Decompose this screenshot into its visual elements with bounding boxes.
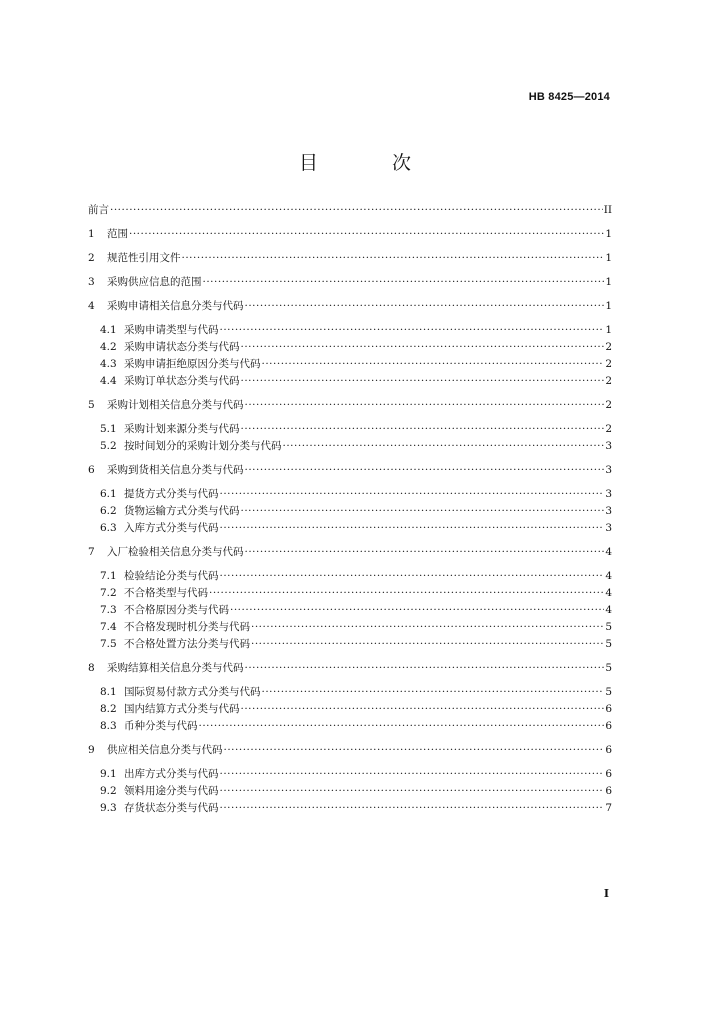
toc-entry-label: 不合格原因分类与代码 [124, 604, 229, 616]
toc-entry-page: 1 [605, 300, 612, 312]
spacer [88, 267, 612, 274]
page-number: I [603, 887, 609, 900]
dot-leader [251, 636, 604, 653]
dot-leader [220, 783, 605, 800]
toc-entry-label: 存货状态分类与代码 [124, 802, 219, 814]
toc-subentry-7-3[interactable] [88, 602, 612, 619]
spacer [88, 735, 612, 742]
toc-entry-number: 4.1 [100, 324, 117, 336]
toc-entry-5[interactable] [88, 397, 612, 414]
dot-leader [230, 602, 604, 619]
toc-entry-number: 9.3 [100, 802, 117, 814]
toc-entry-6[interactable] [88, 462, 612, 479]
toc-entry-8[interactable] [88, 660, 612, 677]
toc-entry-number: 9.2 [100, 785, 117, 797]
toc-entry-number: 7.2 [100, 587, 117, 599]
toc-entry-page: 2 [605, 375, 612, 387]
toc-entry-label: 采购申请相关信息分类与代码 [107, 300, 244, 312]
dot-leader [220, 520, 605, 537]
dot-leader [129, 226, 604, 243]
dot-leader [245, 462, 605, 479]
toc-subentry-7-2[interactable] [88, 585, 612, 602]
toc-entry-page: 5 [605, 662, 612, 674]
toc-entry-label: 采购申请状态分类与代码 [124, 341, 240, 353]
toc-entry-page: 7 [605, 802, 612, 814]
spacer [88, 390, 612, 397]
spacer [88, 414, 612, 421]
dot-leader [220, 486, 605, 503]
standard-code: HB 8425—2014 [528, 91, 610, 103]
toc-entry-page: 5 [605, 686, 612, 698]
toc-entry-page: 3 [605, 440, 612, 452]
toc-entry-page: 5 [605, 638, 612, 650]
toc-entry-page: 2 [605, 358, 612, 370]
toc-entry-7[interactable] [88, 544, 612, 561]
toc-subentry-6-1[interactable] [88, 486, 612, 503]
toc-entry-page: 6 [605, 768, 612, 780]
toc-entry-number: 4.2 [100, 341, 117, 353]
toc-entry-number: 1 [88, 228, 95, 240]
toc-entry-label: 入厂检验相关信息分类与代码 [107, 546, 244, 558]
toc-entry-page: 1 [605, 228, 612, 240]
toc-entry-number: 9 [88, 744, 95, 756]
dot-leader [251, 619, 604, 636]
toc-entry-label: 不合格发现时机分类与代码 [124, 621, 250, 633]
dot-leader [245, 298, 605, 315]
toc-entry-label: 前言 [88, 204, 109, 216]
toc-entry-number: 8.3 [100, 720, 117, 732]
toc-entry-number: 6.1 [100, 488, 117, 500]
toc-entry-label: 采购订单状态分类与代码 [124, 375, 240, 387]
toc-entry-label: 不合格类型与代码 [124, 587, 208, 599]
toc-entry-label: 采购结算相关信息分类与代码 [107, 662, 244, 674]
toc-entry-2[interactable] [88, 250, 612, 267]
spacer [88, 219, 612, 226]
toc-entry-label: 采购计划相关信息分类与代码 [107, 399, 244, 411]
toc-entry-page: 5 [605, 621, 612, 633]
toc-entry-number: 5 [88, 399, 95, 411]
toc-entry-label: 采购计划来源分类与代码 [124, 423, 240, 435]
toc-entry-page: 2 [605, 399, 612, 411]
toc-subentry-9-2[interactable] [88, 783, 612, 800]
toc-entry-label: 领料用途分类与代码 [124, 785, 219, 797]
dot-leader [241, 339, 605, 356]
toc-entry-number: 6.3 [100, 522, 117, 534]
toc-entry-label: 采购申请拒绝原因分类与代码 [124, 358, 261, 370]
spacer [88, 561, 612, 568]
toc-entry-page: 6 [605, 703, 612, 715]
toc-subentry-7-5[interactable] [88, 636, 612, 653]
toc-sections [88, 226, 612, 824]
dot-leader [245, 397, 605, 414]
toc-entry-3[interactable] [88, 274, 612, 291]
toc-entry-number: 4 [88, 300, 95, 312]
spacer [88, 537, 612, 544]
toc-subentry-7-4[interactable] [88, 619, 612, 636]
toc-subentry-9-3[interactable] [88, 800, 612, 817]
dot-leader [209, 585, 604, 602]
toc-entry-label: 采购申请类型与代码 [124, 324, 219, 336]
toc-entry-label: 提货方式分类与代码 [124, 488, 219, 500]
toc-entry-number: 7.3 [100, 604, 117, 616]
toc-entry-page: 2 [605, 423, 612, 435]
toc-entry-label: 国内结算方式分类与代码 [124, 703, 240, 715]
dot-leader [245, 660, 605, 677]
dot-leader [262, 684, 605, 701]
toc-subentry-4-2[interactable] [88, 339, 612, 356]
dot-leader [220, 766, 605, 783]
toc-subentry-6-3[interactable] [88, 520, 612, 537]
dot-leader [224, 742, 605, 759]
toc-subentry-7-1[interactable] [88, 568, 612, 585]
toc-entry-number: 9.1 [100, 768, 117, 780]
spacer [88, 479, 612, 486]
dot-leader [245, 544, 605, 561]
toc-entry-number: 8 [88, 662, 95, 674]
spacer [88, 677, 612, 684]
toc-entry-number: 8.2 [100, 703, 117, 715]
toc-entry-number: 3 [88, 276, 95, 288]
spacer [88, 243, 612, 250]
toc-entry-page: 1 [605, 252, 612, 264]
spacer [88, 653, 612, 660]
toc-entry-page: 6 [605, 744, 612, 756]
toc-entry-number: 7.5 [100, 638, 117, 650]
spacer [88, 817, 612, 824]
dot-leader [220, 800, 605, 817]
page-title: 目 次 [298, 152, 446, 174]
toc-entry-label: 范围 [107, 228, 128, 240]
dot-leader [182, 250, 605, 267]
toc-entry-page: 6 [605, 720, 612, 732]
toc-entry-number: 6 [88, 464, 95, 476]
toc-subentry-4-4[interactable] [88, 373, 612, 390]
toc-entry-page: 2 [605, 341, 612, 353]
toc-subentry-9-1[interactable] [88, 766, 612, 783]
toc-entry-number: 8.1 [100, 686, 117, 698]
toc-entry-page: 3 [605, 488, 612, 500]
toc-entry-page: 3 [605, 505, 612, 517]
toc-entry-label: 出库方式分类与代码 [124, 768, 219, 780]
toc-entry-9[interactable] [88, 742, 612, 759]
toc-entry-number: 5.2 [100, 440, 117, 452]
toc-entry-label: 采购到货相关信息分类与代码 [107, 464, 244, 476]
dot-leader [241, 421, 605, 438]
table-of-contents [88, 202, 612, 824]
toc-entry-page: 1 [605, 276, 612, 288]
toc-entry-page: II [603, 204, 612, 216]
toc-entry-page: 4 [605, 587, 612, 599]
toc-entry-page: 4 [605, 546, 612, 558]
toc-subentry-5-1[interactable] [88, 421, 612, 438]
dot-leader [220, 322, 605, 339]
toc-subentry-4-3[interactable] [88, 356, 612, 373]
toc-entry-number: 2 [88, 252, 95, 264]
toc-subentry-8-1[interactable] [88, 684, 612, 701]
toc-subentry-4-1[interactable] [88, 322, 612, 339]
toc-entry-label: 检验结论分类与代码 [124, 570, 219, 582]
toc-entry-number: 7 [88, 546, 95, 558]
toc-subentry-5-2[interactable] [88, 438, 612, 455]
toc-entry-number: 5.1 [100, 423, 117, 435]
toc-entry-number: 4.3 [100, 358, 117, 370]
toc-entry-label: 入库方式分类与代码 [124, 522, 219, 534]
toc-entry-page: 3 [605, 464, 612, 476]
toc-entry-label: 采购供应信息的范围 [107, 276, 202, 288]
toc-entry-number: 7.1 [100, 570, 117, 582]
dot-leader [110, 202, 603, 219]
dot-leader [203, 274, 605, 291]
dot-leader [241, 701, 605, 718]
toc-entry-page: 6 [605, 785, 612, 797]
spacer [88, 315, 612, 322]
toc-entry-page: 4 [605, 604, 612, 616]
toc-entry-label: 按时间划分的采购计划分类与代码 [124, 440, 282, 452]
toc-entry-label: 币种分类与代码 [124, 720, 198, 732]
toc-entry-label: 规范性引用文件 [107, 252, 181, 264]
toc-subentry-8-3[interactable] [88, 718, 612, 735]
toc-entry-page: 1 [605, 324, 612, 336]
toc-entry-number: 7.4 [100, 621, 117, 633]
spacer [88, 455, 612, 462]
toc-entry-label: 货物运输方式分类与代码 [124, 505, 240, 517]
toc-entry-4[interactable] [88, 298, 612, 315]
toc-entry-1[interactable] [88, 226, 612, 243]
toc-entry-number: 4.4 [100, 375, 117, 387]
spacer [88, 759, 612, 766]
dot-leader [220, 568, 605, 585]
dot-leader [283, 438, 605, 455]
toc-entry-label: 不合格处置方法分类与代码 [124, 638, 250, 650]
toc-subentry-6-2[interactable] [88, 503, 612, 520]
toc-subentry-8-2[interactable] [88, 701, 612, 718]
toc-entry-page: 4 [605, 570, 612, 582]
dot-leader [199, 718, 605, 735]
spacer [88, 291, 612, 298]
toc-entry-foreword[interactable] [88, 202, 612, 219]
toc-entry-page: 3 [605, 522, 612, 534]
dot-leader [241, 503, 605, 520]
toc-entry-number: 6.2 [100, 505, 117, 517]
toc-entry-label: 国际贸易付款方式分类与代码 [124, 686, 261, 698]
dot-leader [241, 373, 605, 390]
dot-leader [262, 356, 605, 373]
toc-entry-label: 供应相关信息分类与代码 [107, 744, 223, 756]
